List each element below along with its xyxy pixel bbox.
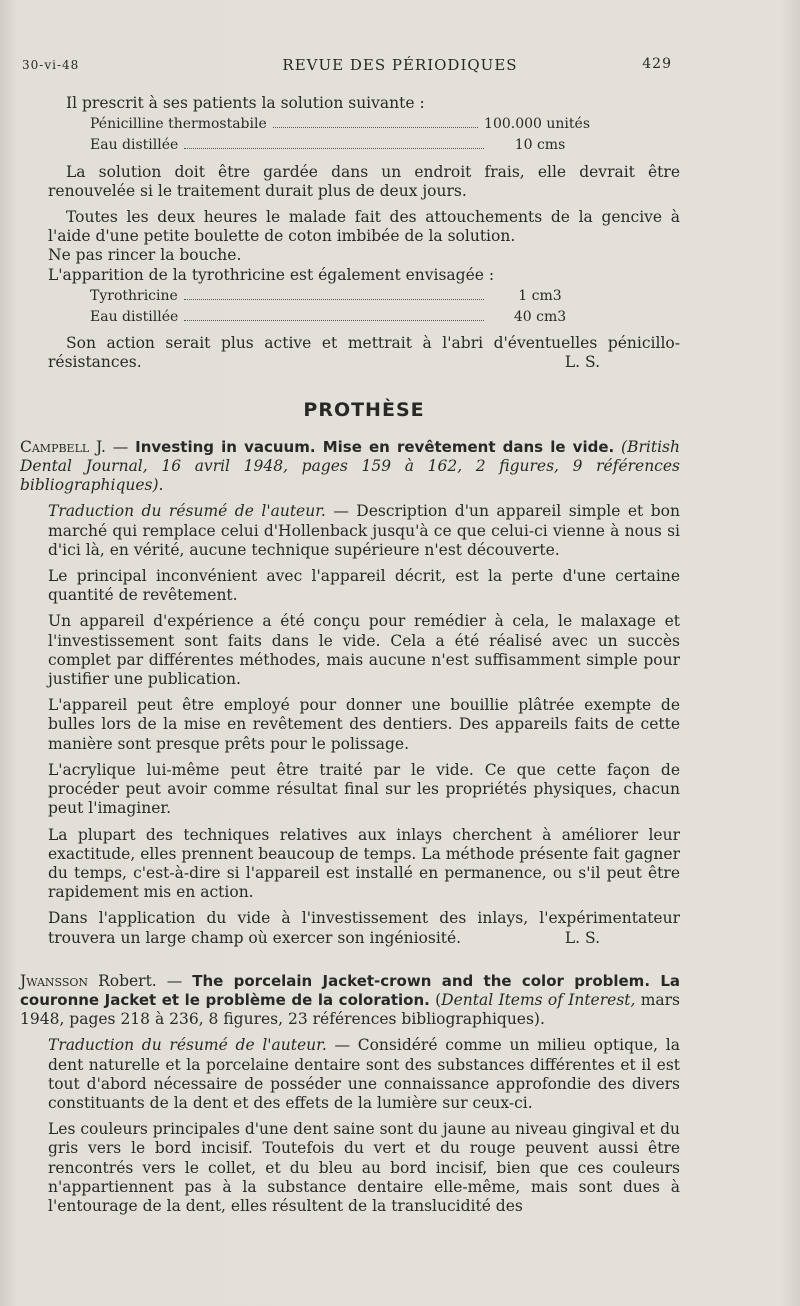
article-heading: Jwansson Robert. — The porcelain Jacket-crown and the color problem. La couronne Jacket et le problème de la coloration. (Dental Items of Interest, mars 1948, pages 218 à 236, 8 figures, 23 références bibliographiques). bbox=[20, 971, 681, 1029]
formula-quantity: 10 cms bbox=[514, 137, 566, 154]
article-paragraph: Dans l'application du vide à l'investissement des inlays, l'expérimentateur trouvera un large champ où exercer son ingéniosité. L. S. bbox=[48, 909, 680, 947]
journal-title: REVUE DES PÉRIODIQUES bbox=[282, 56, 518, 74]
date-mark: 30-vi-48 bbox=[22, 58, 80, 72]
article-jwansson bbox=[20, 971, 681, 1216]
formula-row bbox=[90, 308, 590, 327]
article-heading: Campbell J. — Investing in vacuum. Mise en revêtement dans le vide. (British Dental Journal, 16 avril 1948, pages 159 à 162, 2 figures, 9 références bibliographiques). bbox=[20, 437, 680, 495]
article-campbell bbox=[20, 437, 680, 948]
article-paragraph: Les couleurs principales d'une dent saine sont du jaune au niveau gingival et du gris vers le bord incisif. Toutefois du vert et du rouge peuvent aussi être rencontrés vers le collet, et du bleu au bord incisif, bien que ces couleurs n'appartiennent pas à la substance dentaire elle-même, mais sont dues à l'entourage de la dent, elles résultent de la translucidité des bbox=[48, 1120, 680, 1215]
article-paragraph: L'appareil peut être employé pour donner une bouillie plâtrée exempte de bulles lors de la mise en revêtement des dentiers. Des appareils faits de cette manière sont presque prêts pour le polissage. bbox=[48, 696, 680, 753]
formula-quantity: 40 cm3 bbox=[513, 309, 567, 326]
formula-row bbox=[90, 115, 590, 134]
article-paragraph: Le principal inconvénient avec l'appareil décrit, est la perte d'une certaine quantité de revêtement. bbox=[48, 567, 680, 605]
article-source: (British Dental Journal, 16 avril 1948, pages 159 à 162, 2 figures, 9 références bibliographiques). bbox=[20, 437, 680, 495]
article-paragraph: La plupart des techniques relatives aux inlays cherchent à améliorer leur exactitude, elles prennent beaucoup de temps. La méthode présente fait gagner du temps, c'est-à-dire si l'appareil est installé en permanence, ou s'il peut être rapidement mis en action. bbox=[48, 825, 680, 902]
intro-paragraph: Il prescrit à ses patients la solution suivante : bbox=[66, 94, 425, 112]
article-title: The porcelain Jacket-crown and the color problem. La couronne Jacket et le problème de la coloration. bbox=[20, 971, 680, 1009]
article-paragraph: Traduction du résumé de l'auteur. — Considéré comme un milieu optique, la dent naturelle et la porcelaine dentaire sont des substances différentes et il est tout d'abord nécessaire de posséder une connaissance approfondie des divers constituants de la dent et des effets de la lumière sur ceux-ci. bbox=[48, 1036, 680, 1112]
formula-ingredient: Eau distillée bbox=[90, 309, 179, 326]
signature: L. S. bbox=[564, 353, 600, 372]
formula-row bbox=[90, 287, 590, 306]
formula-quantity: 1 cm3 bbox=[518, 287, 562, 304]
page-body bbox=[20, 94, 681, 1216]
dot-leader bbox=[184, 299, 484, 300]
article-paragraph: L'acrylique lui-même peut être traité par le vide. Ce que cette façon de procéder peut avoir comme résultat final sur les propriétés physiques, chacun peut l'imaginer. bbox=[48, 760, 680, 818]
intro-paragraph: Toutes les deux heures le malade fait des attouchements de la gencive à l'aide d'une petite boulette de coton imbibée de la solution. bbox=[48, 208, 680, 246]
article-author: Campbell J. bbox=[20, 437, 106, 456]
intro-paragraph: Ne pas rincer la bouche. bbox=[48, 246, 242, 265]
intro-paragraph: La solution doit être gardée dans un endroit frais, elle devrait être renouvelée si le traitement durait plus de deux jours. bbox=[48, 162, 680, 200]
article-paragraph: Traduction du résumé de l'auteur. — Description d'un appareil simple et bon marché qui remplace celui d'Hollenback jusqu'à ce que celui-ci vienne à nous si d'ici là, en vérité, aucune technique supérieure n'est découverte. bbox=[48, 502, 680, 559]
signature: L. S. bbox=[564, 928, 600, 947]
intro-paragraph: Son action serait plus active et mettrait à l'abri d'éventuelles pénicillo-résistances. L. S. bbox=[48, 334, 680, 372]
formula-ingredient: Tyrothricine bbox=[90, 287, 178, 304]
formula-ingredient: Eau distillée bbox=[90, 137, 179, 154]
formula-quantity: 100.000 unités bbox=[484, 116, 590, 133]
formula-ingredient: Pénicilline thermostabile bbox=[90, 116, 267, 133]
article-title: Investing in vacuum. Mise en revêtement dans le vide. bbox=[135, 437, 615, 456]
dot-leader bbox=[184, 320, 484, 321]
formula-table-penicilline bbox=[48, 115, 680, 155]
running-header bbox=[0, 56, 800, 78]
intro-paragraph: L'apparition de la tyrothricine est également envisagée : bbox=[48, 265, 495, 284]
formula-row bbox=[90, 136, 590, 155]
formula-table-tyrothricine bbox=[48, 287, 680, 327]
article-author: Jwansson bbox=[20, 971, 89, 990]
dot-leader bbox=[273, 127, 478, 128]
page-number: 429 bbox=[642, 56, 672, 72]
article-source: Dental Items of Interest, bbox=[441, 990, 636, 1009]
section-title: PROTHÈSE bbox=[303, 398, 425, 421]
article-paragraph: Un appareil d'expérience a été conçu pour remédier à cela, le malaxage et l'investissement sont faits dans le vide. Cela a été réalisé avec un succès complet par différentes méthodes, mais aucune n'est suffisamment simple pour justifier une publication. bbox=[48, 612, 680, 689]
dot-leader bbox=[184, 148, 484, 149]
